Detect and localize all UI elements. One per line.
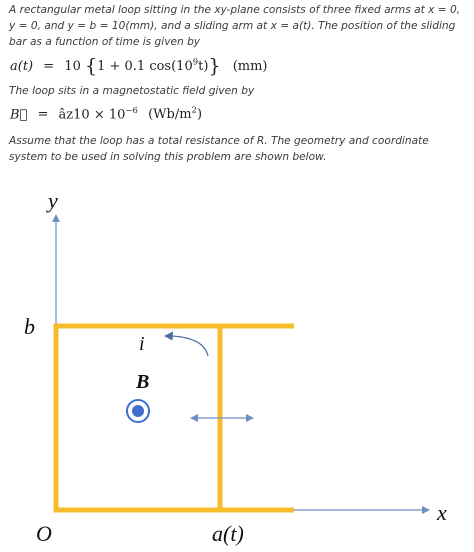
position-equals: = (43, 59, 55, 74)
position-inner-tail: t) (198, 59, 209, 74)
a-t-label: a(t) (212, 521, 244, 546)
field-units-exponent: 2 (191, 106, 197, 116)
field-lhs: B⃗ (10, 107, 28, 123)
position-units: (mm) (232, 59, 268, 74)
b-label: b (24, 314, 35, 339)
y-axis-label: y (48, 188, 58, 213)
position-lhs: a(t) (10, 59, 34, 74)
position-coef: 10 (64, 59, 81, 74)
current-label: i (139, 333, 145, 355)
current-arrowhead (164, 332, 173, 341)
field-units-base: (Wb/m (148, 107, 192, 123)
field-units-close: ) (196, 107, 203, 123)
field-rhs: âz10 × 10 (58, 107, 126, 123)
position-left-brace: { (85, 55, 98, 77)
field-label: B (136, 371, 150, 393)
intro-paragraph: A rectangular metal loop sitting in the xy-plane consists of three fixed arms at x = 0, y = 0, and y = b = 10(mm), and a sliding arm at x = a(t). The position of the sliding bar as a function of time is given by (9, 4, 461, 48)
field-intro: The loop sits in a magnetostatic field given by (9, 85, 255, 97)
field-dot-icon (132, 405, 144, 417)
origin-label: O (36, 521, 52, 546)
x-axis-label: x (437, 500, 447, 525)
metal-loop (54, 326, 295, 510)
current-arrow (172, 336, 208, 356)
closing-paragraph: Assume that the loop has a total resistance of R. The geometry and coordinate system to be used in solving this problem are shown below. (9, 135, 429, 163)
position-right-brace: } (208, 55, 221, 77)
position-inner: 1 + 0.1 cos(10 (97, 59, 193, 74)
position-exponent: 9 (192, 57, 199, 68)
field-equals: = (37, 107, 49, 123)
field-exponent: −6 (125, 106, 138, 116)
